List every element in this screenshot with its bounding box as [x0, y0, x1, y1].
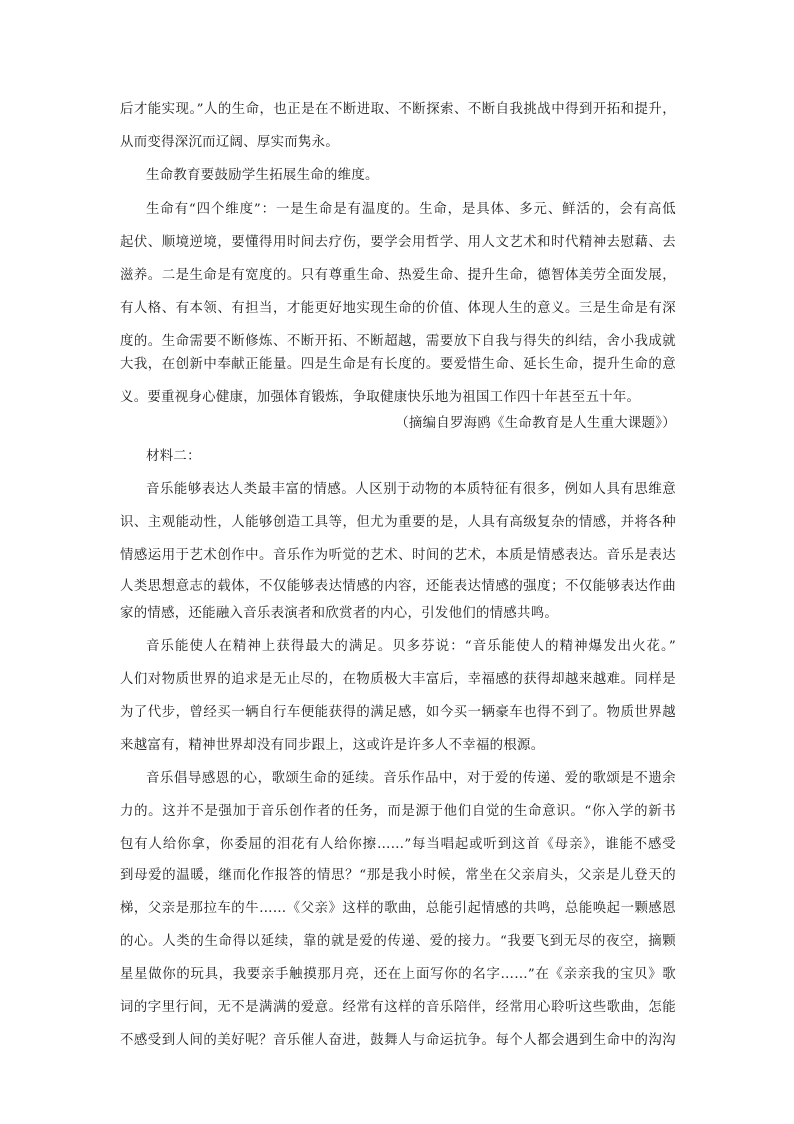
text-line: 人们对物质世界的追求是无止尽的，在物质极大丰富后，幸福感的获得却越来越难。同样是 [120, 672, 676, 687]
text-line: 生命教育要鼓励学生拓展生命的维度。 [146, 168, 379, 183]
section-heading: 材料二： [146, 449, 201, 464]
text-line: 词的字里行间，无不是满满的爱意。经常有这样的音乐陪伴，经常用心聆听这些歌曲，怎能 [120, 1000, 676, 1015]
text-line: 力的。这并不是强加于音乐创作者的任务，而是源于他们自觉的生命意识。“你入学的新书 [120, 804, 676, 819]
text-line: 包有人给你拿，你委屈的泪花有人给你擦……”每当唱起或听到这首《母亲》，谁能不感受 [120, 837, 676, 852]
text-line: 人类思想意志的载体，不仅能够表达情感的内容，还能表达情感的强度；不仅能够表达作曲 [120, 579, 676, 594]
text-line: 度的。生命需要不断修炼、不断开拓、不断超越，需要放下自我与得失的纠结，舍小我成就 [120, 334, 676, 349]
citation: （摘编自罗海鸥《生命教育是人生重大课题》） [395, 416, 676, 431]
text-line: 情感运用于艺术创作中。音乐作为听觉的艺术、时间的艺术，本质是情感表达。音乐是表达 [120, 548, 676, 563]
text-line: 有人格、有本领、有担当，才能更好地实现生命的价值、体现人生的意义。三是生命是有深 [120, 301, 676, 316]
text-line: 生命有“四个维度”：一是生命是有温度的。生命，是具体、多元、鲜活的，会有高低 [146, 202, 676, 217]
text-line: 星星做你的玩具，我要亲手触摸那月亮，还在上面写你的名字……”在《亲亲我的宝贝》歌 [120, 967, 676, 982]
text-line: 识、主观能动性，人能够创造工具等，但尤为重要的是，人具有高级复杂的情感，并将各种 [120, 515, 676, 530]
text-line: 后才能实现。”人的生命，也正是在不断进取、不断探索、不断自我挑战中得到开拓和提升， [120, 102, 676, 117]
text-line: 不感受到人间的美好呢？音乐催人奋进，鼓舞人与命运抗争。每个人都会遇到生命中的沟沟 [120, 1033, 676, 1048]
text-line: 到母爱的温暖，继而化作报答的情思？“那是我小时候，常坐在父亲肩头，父亲是儿登天的 [120, 868, 676, 883]
text-line: 家的情感，还能融入音乐表演者和欣赏者的内心，引发他们的情感共鸣。 [120, 606, 559, 621]
text-line: 为了代步，曾经买一辆自行车便能获得的满足感，如今买一辆豪车也得不到了。物质世界越 [120, 705, 676, 720]
text-line: 从而变得深沉而辽阔、厚实而隽永。 [120, 135, 340, 150]
text-line: 梯，父亲是那拉车的牛……《父亲》这样的歌曲，总能引起情感的共鸣，总能唤起一颗感恩 [120, 901, 676, 916]
text-line: 的心。人类的生命得以延续，靠的就是爱的传递、爱的接力。“我要飞到无尽的夜空，摘颗 [120, 934, 676, 949]
text-line: 起伏、顺境逆境，要懂得用时间去疗伤，要学会用哲学、用人文艺术和时代精神去慰藉、去 [120, 235, 676, 250]
text-line: 音乐倡导感恩的心，歌颂生命的延续。音乐作品中，对于爱的传递、爱的歌颂是不遗余 [146, 771, 676, 786]
text-line: 来越富有，精神世界却没有同步跟上，这或许是许多人不幸福的根源。 [120, 738, 545, 753]
text-line: 音乐能够表达人类最丰富的情感。人区别于动物的本质特征有很多，例如人具有思维意 [146, 482, 676, 497]
text-line: 义。要重视身心健康，加强体育锻炼，争取健康快乐地为祖国工作四十年甚至五十年。 [120, 390, 641, 405]
text-line: 滋养。二是生命是有宽度的。只有尊重生命、热爱生命、提升生命，德智体美劳全面发展， [120, 268, 676, 283]
text-line: 大我，在创新中奉献正能量。四是生命是有长度的。要爱惜生命、延长生命，提升生命的意 [120, 357, 676, 372]
text-line: 音乐能使人在精神上获得最大的满足。贝多芬说：“音乐能使人的精神爆发出火花。” [146, 639, 676, 654]
